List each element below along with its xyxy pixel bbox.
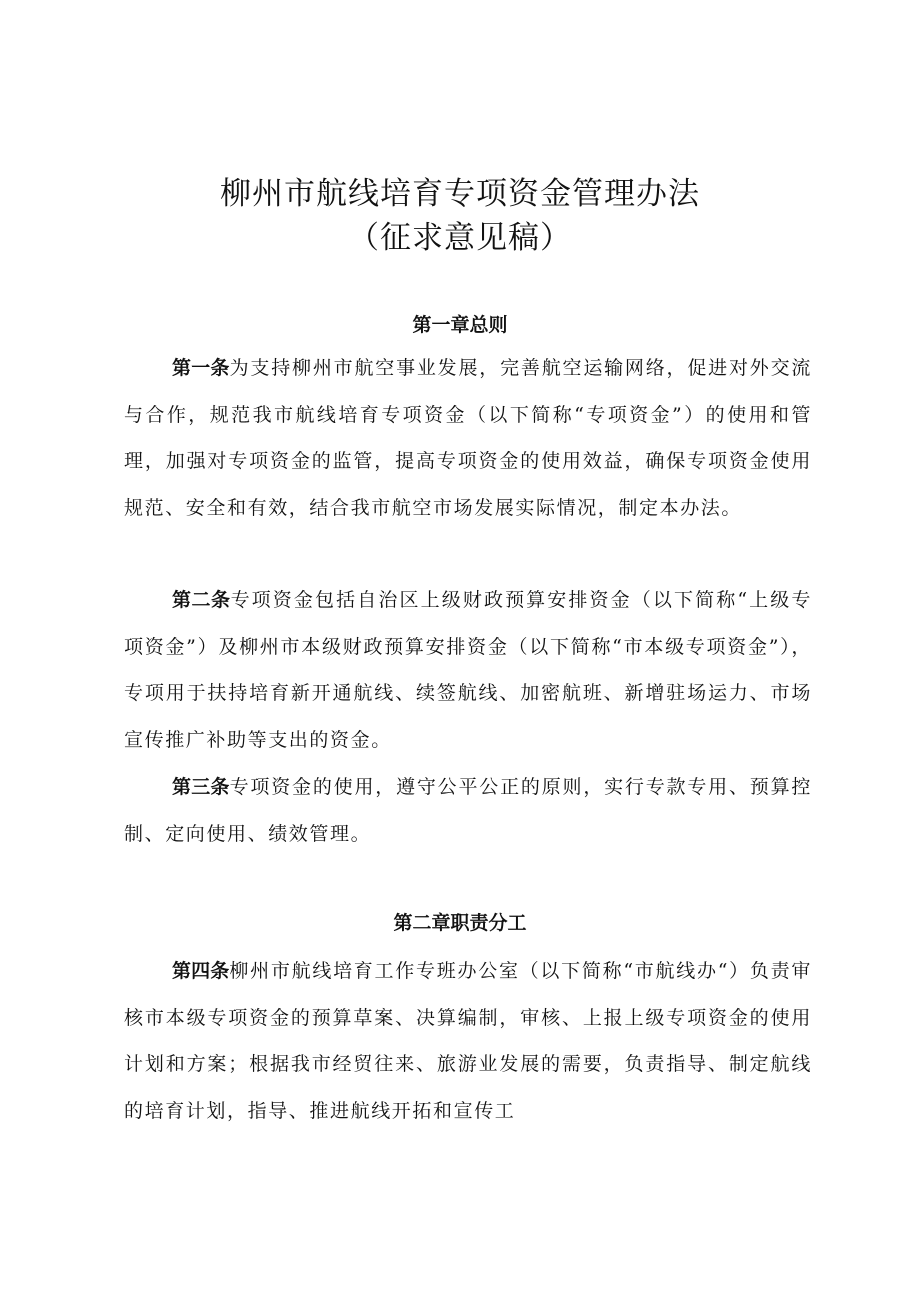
chapter-heading-general: 第一章总则 [412, 314, 508, 336]
document-title: 柳州市航线培育专项资金管理办法 [220, 176, 700, 212]
article-2 [124, 577, 812, 763]
article-1-text: 为支持柳州市航空事业发展，完善航空运输网络，促进对外交流与合作，规范我市航线培育专项资金（以下简称“专项资金”）的使用和管理，加强对专项资金的监管，提高专项资金的使用效益，确保专项资金使用规范、安全和有效，结合我市航空市场发展实际情况，制定本办法。 [124, 357, 812, 519]
article-1 [124, 345, 812, 531]
article-3 [124, 764, 812, 857]
article-3-label: 第三条 [172, 776, 230, 798]
article-2-text: 专项资金包括自治区上级财政预算安排资金（以下简称“上级专项资金”）及柳州市本级财政预算安排资金（以下简称“市本级专项资金”），专项用于扶持培育新开通航线、续签航线、加密航班、新增驻场运力、市场宣传推广补助等支出的资金。 [124, 589, 812, 751]
article-4-label: 第四条 [172, 960, 230, 982]
article-4-text: 柳州市航线培育工作专班办公室（以下简称“市航线办“）负责审核市本级专项资金的预算草案、决算编制，审核、上报上级专项资金的使用计划和方案；根据我市经贸往来、旅游业发展的需要，负责指导、制定航线的培育计划，指导、推进航线开拓和宣传工 [124, 960, 812, 1122]
article-3-text: 专项资金的使用，遵守公平公正的原则，实行专款专用、预算控制、定向使用、绩效管理。 [124, 776, 812, 845]
document-subtitle: （征求意见稿） [348, 220, 572, 256]
article-4 [124, 948, 812, 1134]
article-2-label: 第二条 [172, 589, 231, 611]
chapter-heading-responsibilities: 第二章职责分工 [393, 912, 527, 934]
article-1-label: 第一条 [172, 357, 230, 379]
